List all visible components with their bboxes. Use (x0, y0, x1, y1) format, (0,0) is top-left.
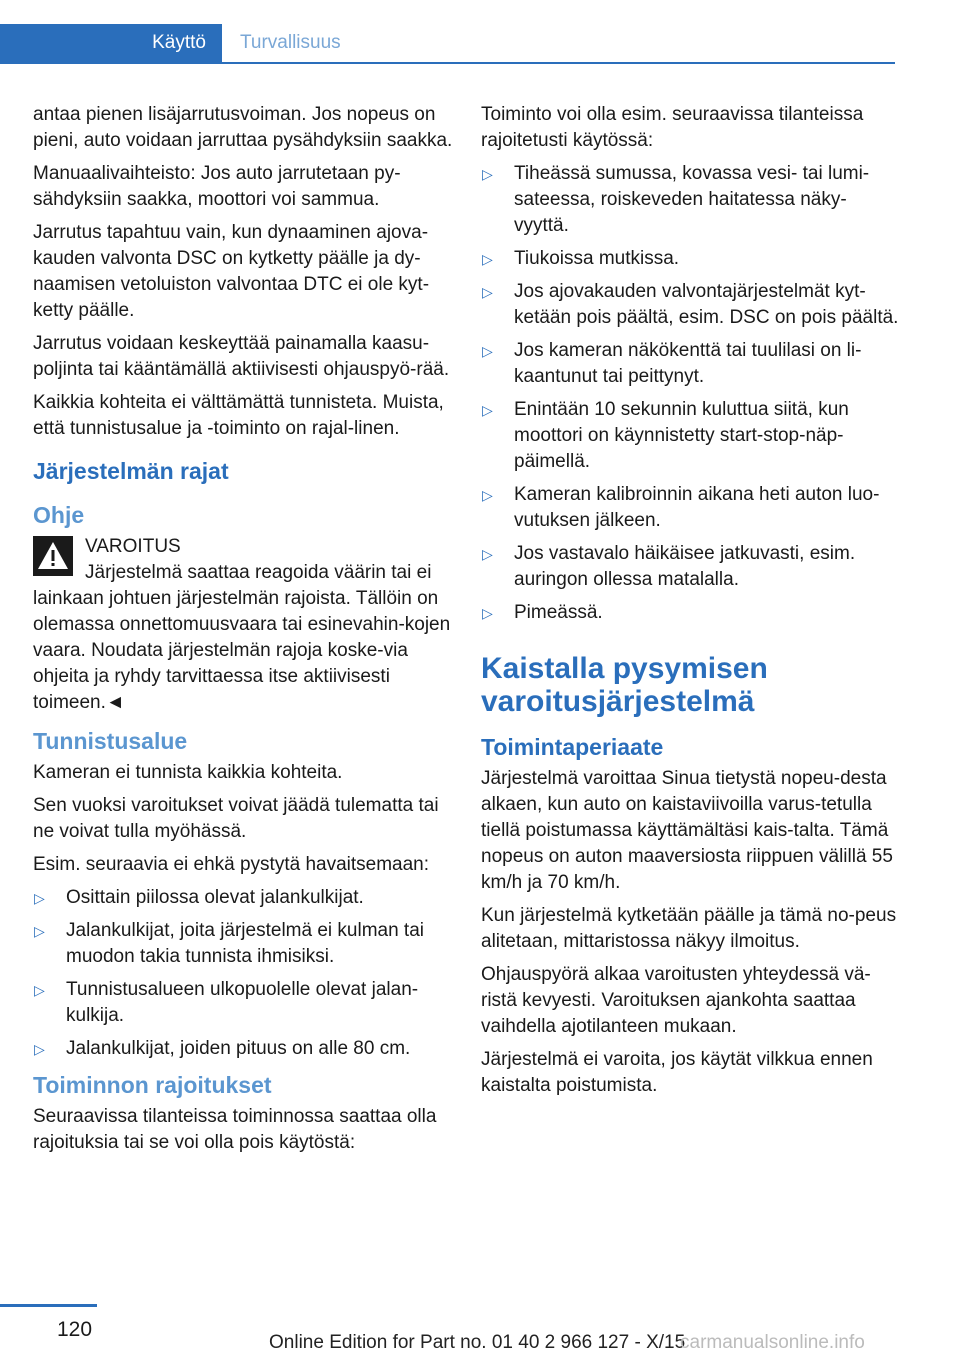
warning-title: VAROITUS (85, 536, 181, 557)
paragraph: Kun järjestelmä kytketään päälle ja tämä no‐peus alitetaan, mittaristossa näkyy ilmoitus. (481, 905, 897, 952)
paragraph: Manuaalivaihteisto: Jos auto jarrutetaan py‐sähdyksiin saakka, moottori voi sammua. (33, 163, 401, 210)
subheading-ohje: Ohje (33, 502, 85, 528)
paragraph: Kaikkia kohteita ei välttämättä tunnisteta. Muista, että tunnistusalue ja -toiminto on rajal‐linen. (33, 392, 444, 439)
list-item: ▷ Kameran kalibroinnin aikana heti auton luo‐vutuksen jälkeen. (482, 484, 880, 531)
list-item: ▷ Tiukoissa mutkissa. (481, 246, 901, 272)
left-column (33, 102, 453, 1163)
chapter-title: Kaistalla pysymisen varoitusjärjestelmä (481, 652, 768, 718)
triangle-bullet-icon: ▷ (34, 982, 45, 998)
paragraph: Jarrutus voidaan keskeyttää painamalla kaasu‐poljinta tai kääntämällä aktiivisesti ohjauspyö‐rää. (33, 333, 450, 380)
list-item: ▷ Jos vastavalo häikäisee jatkuvasti, esim. auringon ollessa matalalla. (482, 543, 856, 590)
triangle-bullet-icon: ▷ (482, 251, 493, 267)
paragraph: Toiminto voi olla esim. seuraavissa tilanteissa rajoitetusti käytössä: (481, 104, 864, 151)
list-item: ▷ Tunnistusalueen ulkopuolelle olevat jalan‐kulkija. (34, 979, 419, 1026)
list-item: ▷ Jalankulkijat, joita järjestelmä ei kulman tai muodon takia tunnista ihmisiksi. (34, 920, 424, 967)
bullet-list (481, 161, 901, 626)
paragraph: Seuraavissa tilanteissa toiminnossa saattaa olla rajoituksia tai se voi olla pois käytöstä: (33, 1106, 437, 1153)
paragraph: Esim. seuraavia ei ehkä pystytä havaitsemaan: (33, 854, 430, 875)
bullet-list (33, 885, 453, 1062)
warning-triangle-icon (33, 536, 73, 576)
subheading-tunnistusalue: Tunnistusalue (33, 728, 188, 754)
list-item: ▷ Pimeässä. (481, 600, 901, 626)
page-number: 120 (57, 1318, 93, 1341)
subheading-restrictions: Toiminnon rajoitukset (33, 1072, 272, 1098)
triangle-bullet-icon: ▷ (34, 1041, 45, 1057)
watermark: carmanualsonline.info (680, 1332, 865, 1353)
section-heading-principle: Toimintaperiaate (481, 734, 664, 760)
right-column (481, 102, 901, 1106)
warning-text: Järjestelmä saattaa reagoida väärin tai ei lainkaan johtuen järjestelmän rajoista. Tällöin on olemassa onnettomuusvaara tai esinevahin‐kojen vaara. Noudata järjestelmän rajoja koske‐via ohjeita ja ryhdy tarvittaessa itse aktiivisesti toimeen.◄ (33, 562, 451, 713)
tab-kaytto[interactable]: Käyttö (0, 24, 222, 62)
paragraph: Järjestelmä varoittaa Sinua tietystä nopeu‐desta alkaen, kun auto on kaistaviivoilla varus‐tetulla tiellä poistumassa käyttämältäsi kais‐talta. Tämä nopeus on auton maaversiosta riippuen välillä 55 km/h ja 70 km/h. (481, 768, 893, 893)
tab-turvallisuus[interactable]: Turvallisuus (240, 32, 341, 53)
triangle-bullet-icon: ▷ (482, 487, 493, 503)
triangle-bullet-icon: ▷ (34, 923, 45, 939)
list-item: ▷ Jos ajovakauden valvontajärjestelmät kyt‐ketään pois päältä, esim. DSC on pois päältä. (482, 281, 899, 328)
header-tabbar (0, 24, 895, 64)
list-item: ▷ Jalankulkijat, joiden pituus on alle 80 cm. (33, 1036, 453, 1062)
paragraph: Kameran ei tunnista kaikkia kohteita. (33, 762, 343, 783)
paragraph: Järjestelmä ei varoita, jos käytät vilkkua ennen kaistalta poistumista. (481, 1049, 873, 1096)
triangle-bullet-icon: ▷ (482, 343, 493, 359)
list-item: ▷ Tiheässä sumussa, kovassa vesi- tai lumi‐sateessa, roiskeveden haitatessa näky‐vyyttä. (482, 163, 870, 236)
list-item: ▷ Jos kameran näkökenttä tai tuulilasi on li‐kaantunut tai peittynyt. (482, 340, 862, 387)
edition-text: Online Edition for Part no. 01 40 2 966 127 - X/15 (269, 1332, 686, 1353)
triangle-bullet-icon: ▷ (482, 402, 493, 418)
paragraph: Sen vuoksi varoitukset voivat jäädä tulematta tai ne voivat tulla myöhässä. (33, 795, 439, 842)
triangle-bullet-icon: ▷ (482, 284, 493, 300)
triangle-bullet-icon: ▷ (482, 166, 493, 182)
triangle-bullet-icon: ▷ (34, 890, 45, 906)
list-item: ▷ Enintään 10 sekunnin kuluttua siitä, kun moottori on käynnistetty start-stop-näp‐päimellä. (482, 399, 849, 472)
triangle-bullet-icon: ▷ (482, 546, 493, 562)
triangle-bullet-icon: ▷ (482, 605, 493, 621)
paragraph: Jarrutus tapahtuu vain, kun dynaaminen ajova‐kauden valvonta DSC on kytketty päälle ja dy‐naamisen vetoluiston valvontaa DTC ei ole kyt‐ketty päälle. (33, 222, 430, 321)
paragraph: antaa pienen lisäjarrutusvoiman. Jos nopeus on pieni, auto voidaan jarruttaa pysähdyksiin saakka. (33, 104, 453, 151)
list-item: ▷ Osittain piilossa olevat jalankulkijat. (33, 885, 453, 911)
warning-box (33, 534, 453, 716)
footer-rule (0, 1304, 97, 1307)
section-heading-limits: Järjestelmän rajat (33, 458, 229, 484)
paragraph: Ohjauspyörä alkaa varoitusten yhteydessä vä‐ristä kevyesti. Varoituksen ajankohta saattaa vaihdella ajotilanteen mukaan. (481, 964, 871, 1037)
